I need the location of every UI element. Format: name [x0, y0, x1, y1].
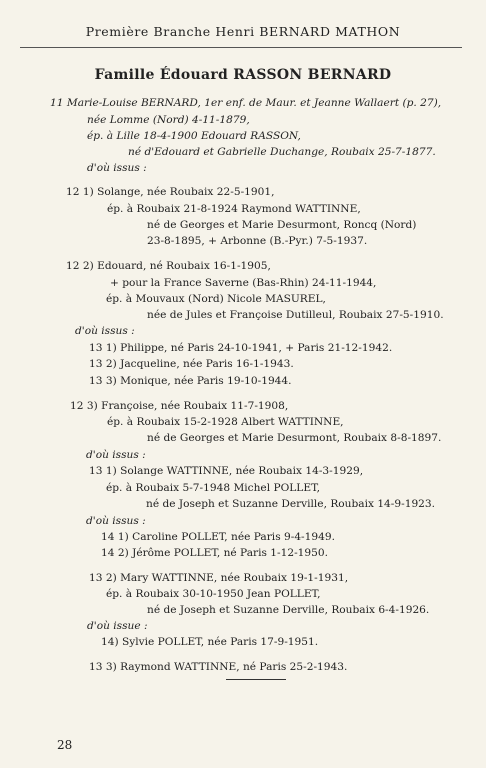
- entry-line: 14 2) Jérôme POLLET, né Paris 1-12-1950.: [101, 547, 328, 559]
- entry-line: 12 3) Françoise, née Roubaix 11-7-1908,: [70, 400, 289, 412]
- entry-line: né de Joseph et Suzanne Derville, Roubaix 14-9-1923.: [146, 498, 436, 510]
- entry-line: née Lomme (Nord) 4-11-1879,: [87, 114, 250, 126]
- entry-line: d'où issus :: [86, 515, 146, 527]
- entry-line: 23-8-1895, + Arbonne (B.-Pyr.) 7-5-1937.: [147, 235, 368, 247]
- entry-line: ép. à Roubaix 5-7-1948 Michel POLLET,: [106, 482, 320, 494]
- entry-line: + pour la France Saverne (Bas-Rhin) 24-11-1944,: [110, 277, 377, 289]
- entry-line: né d'Edouard et Gabrielle Duchange, Roubaix 25-7-1877.: [128, 146, 436, 158]
- entry-line: 13 1) Solange WATTINNE, née Roubaix 14-3-1929,: [89, 465, 364, 477]
- entry-line: 13 3) Monique, née Paris 19-10-1944.: [89, 375, 292, 387]
- entry-line: ép. à Roubaix 30-10-1950 Jean POLLET,: [106, 588, 321, 600]
- entry-line: né de Joseph et Suzanne Derville, Roubaix 6-4-1926.: [147, 604, 430, 616]
- entry-line: d'où issue :: [87, 620, 148, 632]
- entry-line: 13 3) Raymond WATTINNE, né Paris 25-2-1943.: [89, 661, 348, 673]
- family-title: Famille Édouard RASSON BERNARD: [94, 67, 392, 83]
- running-head: Première Branche Henri BERNARD MATHON: [85, 24, 401, 39]
- entry-line: 12 2) Edouard, né Roubaix 16-1-1905,: [66, 260, 271, 272]
- entry-line: née de Jules et Françoise Dutilleul, Roubaix 27-5-1910.: [147, 309, 444, 321]
- entry-line: 13 2) Mary WATTINNE, née Roubaix 19-1-1931,: [89, 572, 349, 584]
- entry-line: 12 1) Solange, née Roubaix 22-5-1901,: [66, 186, 275, 198]
- entry-line: 13 2) Jacqueline, née Paris 16-1-1943.: [89, 358, 294, 370]
- entry-line: ép. à Roubaix 15-2-1928 Albert WATTINNE,: [107, 416, 344, 428]
- entry-line: 14 1) Caroline POLLET, née Paris 9-4-1949.: [101, 531, 335, 543]
- entry-line: ép. à Lille 18-4-1900 Edouard RASSON,: [87, 130, 301, 142]
- header-rule: [20, 47, 462, 48]
- entry-line: né de Georges et Marie Desurmont, Roncq (Nord): [147, 219, 417, 231]
- entry-line: 14) Sylvie POLLET, née Paris 17-9-1951.: [101, 636, 319, 648]
- entry-line: d'où issus :: [87, 162, 147, 174]
- entry-line: 11 Marie-Louise BERNARD, 1er enf. de Maur. et Jeanne Wallaert (p. 27),: [50, 97, 442, 109]
- closing-rule: [226, 679, 286, 680]
- entry-line: 13 1) Philippe, né Paris 24-10-1941, + Paris 21-12-1942.: [89, 342, 393, 354]
- page-number: 28: [57, 738, 73, 752]
- entry-line: né de Georges et Marie Desurmont, Roubaix 8-8-1897.: [147, 432, 442, 444]
- entry-line: d'où issus :: [86, 449, 146, 461]
- entry-line: ép. à Roubaix 21-8-1924 Raymond WATTINNE,: [107, 203, 361, 215]
- entry-line: ép. à Mouvaux (Nord) Nicole MASUREL,: [106, 293, 326, 305]
- entry-line: d'où issus :: [75, 325, 135, 337]
